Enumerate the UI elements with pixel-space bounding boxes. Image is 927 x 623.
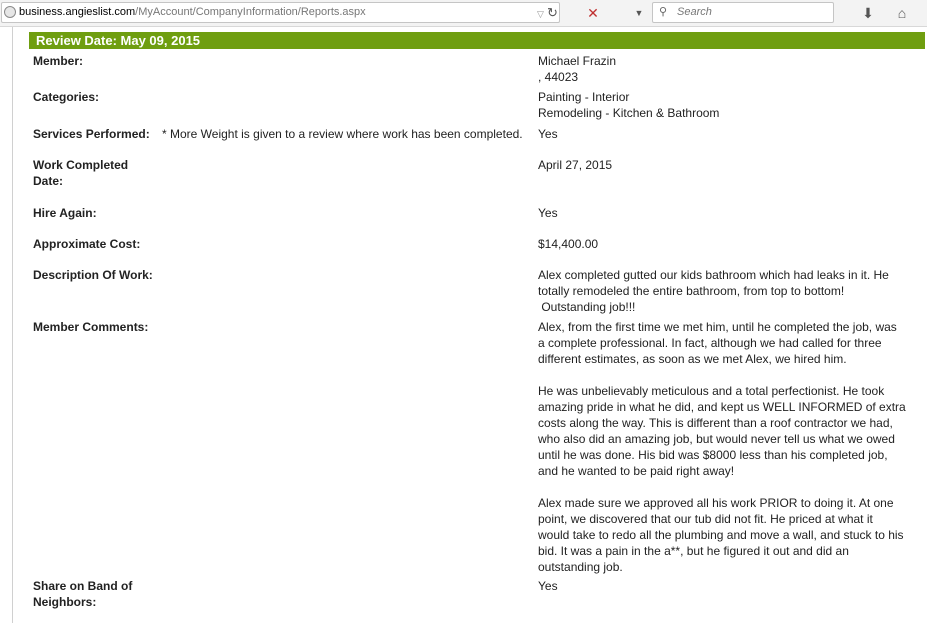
cost-label: Approximate Cost: [33,237,141,251]
browser-toolbar [0,0,927,27]
category-item: Painting - Interior [538,90,630,104]
url-host: business.angieslist.com [19,6,136,18]
services-note: * More Weight is given to a review where work has been completed. [162,127,523,141]
search-icon: ⚲ [659,6,668,18]
description-line: Outstanding job!!! [538,300,636,314]
review-date-header: Review Date: May 09, 2015 [29,32,925,49]
comment-line: until he was done. His bid was $8000 less than his completed job, [538,448,888,462]
comment-line: and he wanted to be paid right away! [538,464,735,478]
download-icon[interactable]: ⬇ [862,5,874,21]
comment-line: costs along the way. This is different than a roof contractor we had, [538,416,893,430]
categories-value [538,89,918,121]
work-completed-label-line: Date: [33,174,64,188]
description-label: Description Of Work: [33,268,153,282]
comment-line: a complete professional. In fact, although we had called for three [538,336,882,350]
url-path: /MyAccount/CompanyInformation/Reports.aspx [135,6,366,18]
comment-line: amazing pride in what he did, and kept us WELL INFORMED of extra [538,400,906,414]
hire-again-label: Hire Again: [33,206,97,220]
search-input[interactable] [652,2,834,23]
member-value [538,53,918,85]
comment-line: Alex made sure we approved all his work PRIOR to doing it. At one [538,496,894,510]
member-name: Michael Frazin [538,54,617,68]
comment-line: He was unbelievably meticulous and a total perfectionist. He took [538,384,885,398]
search-placeholder: Search [677,6,712,18]
comments-label: Member Comments: [33,320,149,334]
url-bar[interactable] [1,2,560,23]
bookmark-remove-icon[interactable]: ✕ [587,5,599,21]
comment-line: point, we discovered that our tub did not fit. He priced at what it [538,512,873,526]
share-label-line: Neighbors: [33,595,97,609]
work-completed-value: April 27, 2015 [538,158,613,172]
reload-icon[interactable]: ↻ [547,5,558,20]
services-label: Services Performed: [33,127,150,141]
work-completed-label-line: Work Completed [33,158,129,172]
work-completed-label [33,157,128,189]
hire-again-value: Yes [538,206,558,220]
dropdown-arrow-icon[interactable]: ▼ [634,8,644,18]
share-value: Yes [538,579,558,593]
url-dropdown-icon[interactable]: ▽ [537,9,544,19]
comment-line: would take to redo all the plumbing and move a wall, and stuck to his [538,528,904,542]
comment-line: who also did an amazing job, but would never tell us what we owed [538,432,895,446]
comment-line: different estimates, as soon as we met Alex, we hired him. [538,352,847,366]
comments-value [538,319,918,575]
member-zip: , 44023 [538,70,579,84]
description-line: Alex completed gutted our kids bathroom which had leaks in it. He [538,268,889,282]
comment-line: Alex, from the first time we met him, until he completed the job, was [538,320,897,334]
home-icon[interactable]: ⌂ [897,5,907,21]
cost-value: $14,400.00 [538,237,599,251]
category-item: Remodeling - Kitchen & Bathroom [538,106,720,120]
page-left-border [12,27,13,623]
share-label [33,578,132,610]
description-value [538,267,918,315]
share-label-line: Share on Band of [33,579,133,593]
comment-line: bid. It was a pain in the a**, but he figured it out and did an [538,544,849,558]
categories-label: Categories: [33,90,100,104]
member-label: Member: [33,54,84,68]
globe-icon [4,6,16,18]
description-line: totally remodeled the entire bathroom, from top to bottom! [538,284,845,298]
services-value: Yes [538,127,558,141]
comment-line: outstanding job. [538,560,623,574]
